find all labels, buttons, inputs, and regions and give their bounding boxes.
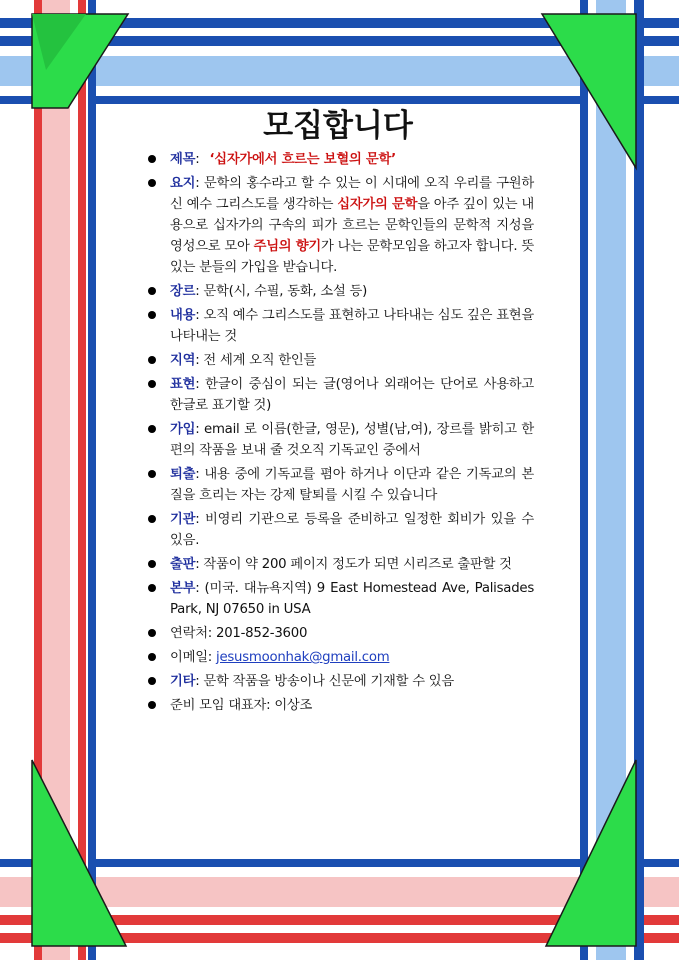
item-text: email 로 이름(한글, 영문), 성별(남,여), 장르를 밝히고 한 편의 작품을 보내 줄 것오직 기독교인 중에서 — [170, 422, 534, 458]
list-item-email — [148, 647, 534, 668]
item-text: 작품이 약 200 페이지 정도가 되면 시리즈로 출판할 것 — [199, 557, 512, 572]
list-item-phone — [148, 623, 534, 644]
list-item-join — [148, 419, 534, 461]
representative-text: 준비 모임 대표자: 이상조 — [170, 698, 313, 713]
item-label: 기타 — [170, 674, 196, 689]
item-text: 한글이 중심이 되는 글(영어나 외래어는 단어로 사용하고 한글로 표기할 것) — [170, 377, 534, 413]
emphasis-text: 십자가의 문학 — [337, 197, 418, 212]
item-label: 제목 — [170, 152, 196, 167]
item-text: 가 나는 문학모임을 하고자 합니다. 뜻있는 분들의 가입을 받습니다. — [170, 239, 534, 275]
item-label: 요지 — [170, 176, 196, 191]
item-text: 을 아주 깊이 있는 내용으로 십자가의 구속의 피가 흐르는 문학인들의 문학적 지성을 영성으로 모아 — [170, 197, 534, 254]
item-separator: : — [195, 353, 200, 368]
list-item-content — [148, 305, 534, 347]
email-link[interactable]: jesusmoonhak@gmail.com — [216, 650, 390, 665]
list-item-expression — [148, 374, 534, 416]
item-separator: : — [195, 512, 200, 527]
page-title: 모집합니다 — [263, 108, 413, 144]
item-separator: : — [195, 467, 200, 482]
item-label: 지역 — [170, 353, 196, 368]
recruitment-list — [148, 149, 534, 719]
bullet-icon — [148, 155, 156, 163]
item-label: 장르 — [170, 284, 196, 299]
list-item-publication — [148, 554, 534, 575]
bullet-icon — [148, 425, 156, 433]
item-text: 전 세계 오직 한인들 — [199, 353, 317, 368]
item-label: 출판 — [170, 557, 196, 572]
item-text: 문학(시, 수필, 동화, 소설 등) — [199, 284, 368, 299]
email-prefix: 이메일: — [170, 650, 216, 665]
item-label: 기관 — [170, 512, 196, 527]
item-text: 내용 중에 기독교를 폄아 하거나 이단과 같은 기독교의 본질을 흐리는 자는 강제 탈퇴를 시킬 수 있습니다 — [170, 467, 534, 503]
list-item-title — [148, 149, 534, 170]
list-item-headquarters — [148, 578, 534, 620]
bullet-icon — [148, 287, 156, 295]
list-item-region — [148, 350, 534, 371]
item-separator: : — [195, 581, 200, 596]
item-text: (미국. 대뉴욕지역) 9 East Homestead Ave, Palisades Park, NJ 07650 in USA — [170, 581, 534, 617]
bullet-icon — [148, 701, 156, 709]
bullet-icon — [148, 179, 156, 187]
bullet-icon — [148, 515, 156, 523]
list-item-expulsion — [148, 464, 534, 506]
list-item-summary — [148, 173, 534, 278]
item-text: 문학의 홍수라고 할 수 있는 이 시대에 오직 우리를 구원하신 예수 그리스도를 생각하는 — [170, 176, 534, 212]
bullet-icon — [148, 356, 156, 364]
bullet-icon — [148, 584, 156, 592]
bullet-icon — [148, 653, 156, 661]
item-separator: : — [195, 674, 200, 689]
bullet-icon — [148, 560, 156, 568]
item-text: 문학 작품을 방송이나 신문에 기재할 수 있음 — [199, 674, 454, 689]
item-separator: : — [195, 557, 200, 572]
item-text: 비영리 기관으로 등록을 준비하고 일정한 회비가 있을 수 있음. — [170, 512, 534, 548]
phone-text: 연락처: 201-852-3600 — [170, 626, 308, 641]
bullet-icon — [148, 677, 156, 685]
item-separator: : — [195, 152, 200, 167]
item-separator: : — [195, 284, 200, 299]
list-item-genre — [148, 281, 534, 302]
bullet-icon — [148, 470, 156, 478]
bullet-icon — [148, 311, 156, 319]
item-label: 본부 — [170, 581, 196, 596]
bullet-icon — [148, 380, 156, 388]
list-item-other — [148, 671, 534, 692]
item-label: 퇴출 — [170, 467, 196, 482]
item-separator: : — [195, 308, 200, 323]
item-separator: : — [195, 176, 200, 191]
item-text: 오직 예수 그리스도를 표현하고 나타내는 심도 깊은 표현을 나타내는 것 — [170, 308, 534, 344]
list-item-representative — [148, 695, 534, 716]
item-label: 표현 — [170, 377, 196, 392]
item-label: 내용 — [170, 308, 196, 323]
bullet-icon — [148, 629, 156, 637]
list-item-organization — [148, 509, 534, 551]
item-separator: : — [195, 422, 200, 437]
title-quote: ‘십자가에서 흐르는 보혈의 문학’ — [209, 152, 396, 167]
emphasis-text: 주님의 향기 — [253, 239, 322, 254]
item-separator: : — [195, 377, 200, 392]
item-label: 가입 — [170, 422, 196, 437]
